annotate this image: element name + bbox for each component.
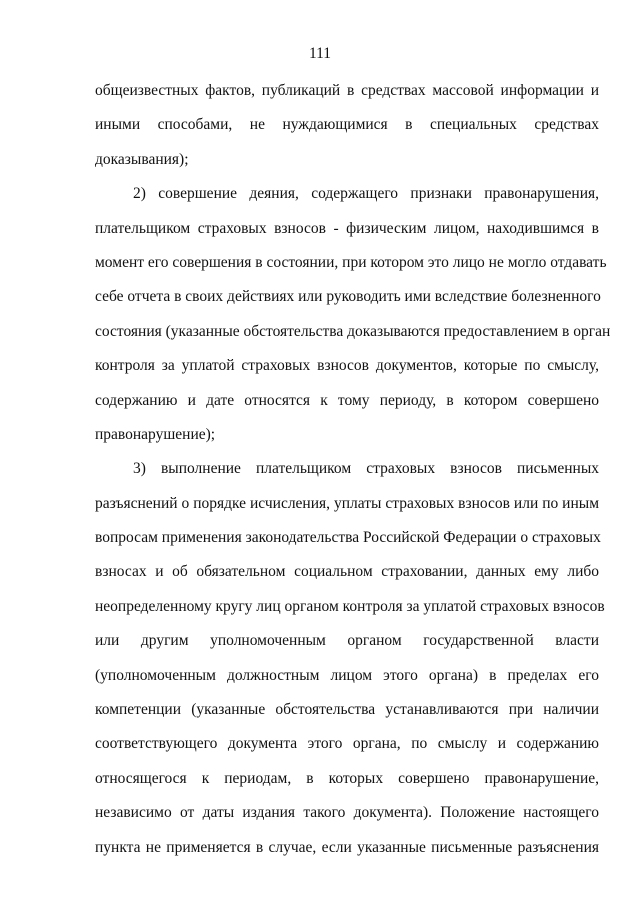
text-line: контроля за уплатой страховых взносов документов, которые по смыслу, — [95, 357, 599, 375]
text-line: пункта не применяется в случае, если указанные письменные разъяснения — [95, 838, 599, 856]
text-line: состояния (указанные обстоятельства доказываются предоставлением в орган — [95, 322, 611, 340]
text-line: неопределенному кругу лиц органом контроля за уплатой страховых взносов — [95, 597, 605, 615]
text-line: общеизвестных фактов, публикаций в средствах массовой информации и — [95, 82, 599, 99]
text-line: себе отчета в своих действиях или руководить ими вследствие болезненного — [95, 288, 601, 306]
text-line: иными способами, не нуждающимися в специальных средствах — [95, 116, 599, 134]
text-line: независимо от даты издания такого документа). Положение настоящего — [95, 804, 599, 822]
text-line: взносах и об обязательном социальном страховании, данных ему либо — [95, 563, 599, 581]
text-line: плательщиком страховых взносов - физическим лицом, находившимся в — [95, 219, 599, 237]
text-line: разъяснений о порядке исчисления, уплаты страховых взносов или по иным — [95, 494, 599, 512]
text-line: компетенции (указанные обстоятельства устанавливаются при наличии — [95, 701, 599, 719]
text-line: 3) выполнение плательщиком страховых взносов письменных — [133, 460, 599, 478]
text-line: доказывания); — [95, 150, 189, 168]
page-number: 111 — [308, 45, 332, 62]
text-line: относящегося к периодам, в которых совершено правонарушение, — [95, 769, 599, 787]
text-line: правонарушение); — [95, 425, 216, 443]
text-line: соответствующего документа этого органа, по смыслу и содержанию — [95, 735, 599, 753]
text-line: содержанию и дате относятся к тому периоду, в котором совершено — [95, 391, 599, 409]
text-line: (уполномоченным должностным лицом этого органа) в пределах его — [95, 666, 599, 684]
document-body — [95, 81, 611, 872]
text-line: момент его совершения в состоянии, при котором это лицо не могло отдавать — [95, 253, 607, 271]
text-line: 2) совершение деяния, содержащего признаки правонарушения, — [133, 185, 599, 203]
text-line: вопросам применения законодательства Российской Федерации о страховых — [95, 529, 601, 547]
text-line: или другим уполномоченным органом государственной власти — [95, 632, 599, 650]
